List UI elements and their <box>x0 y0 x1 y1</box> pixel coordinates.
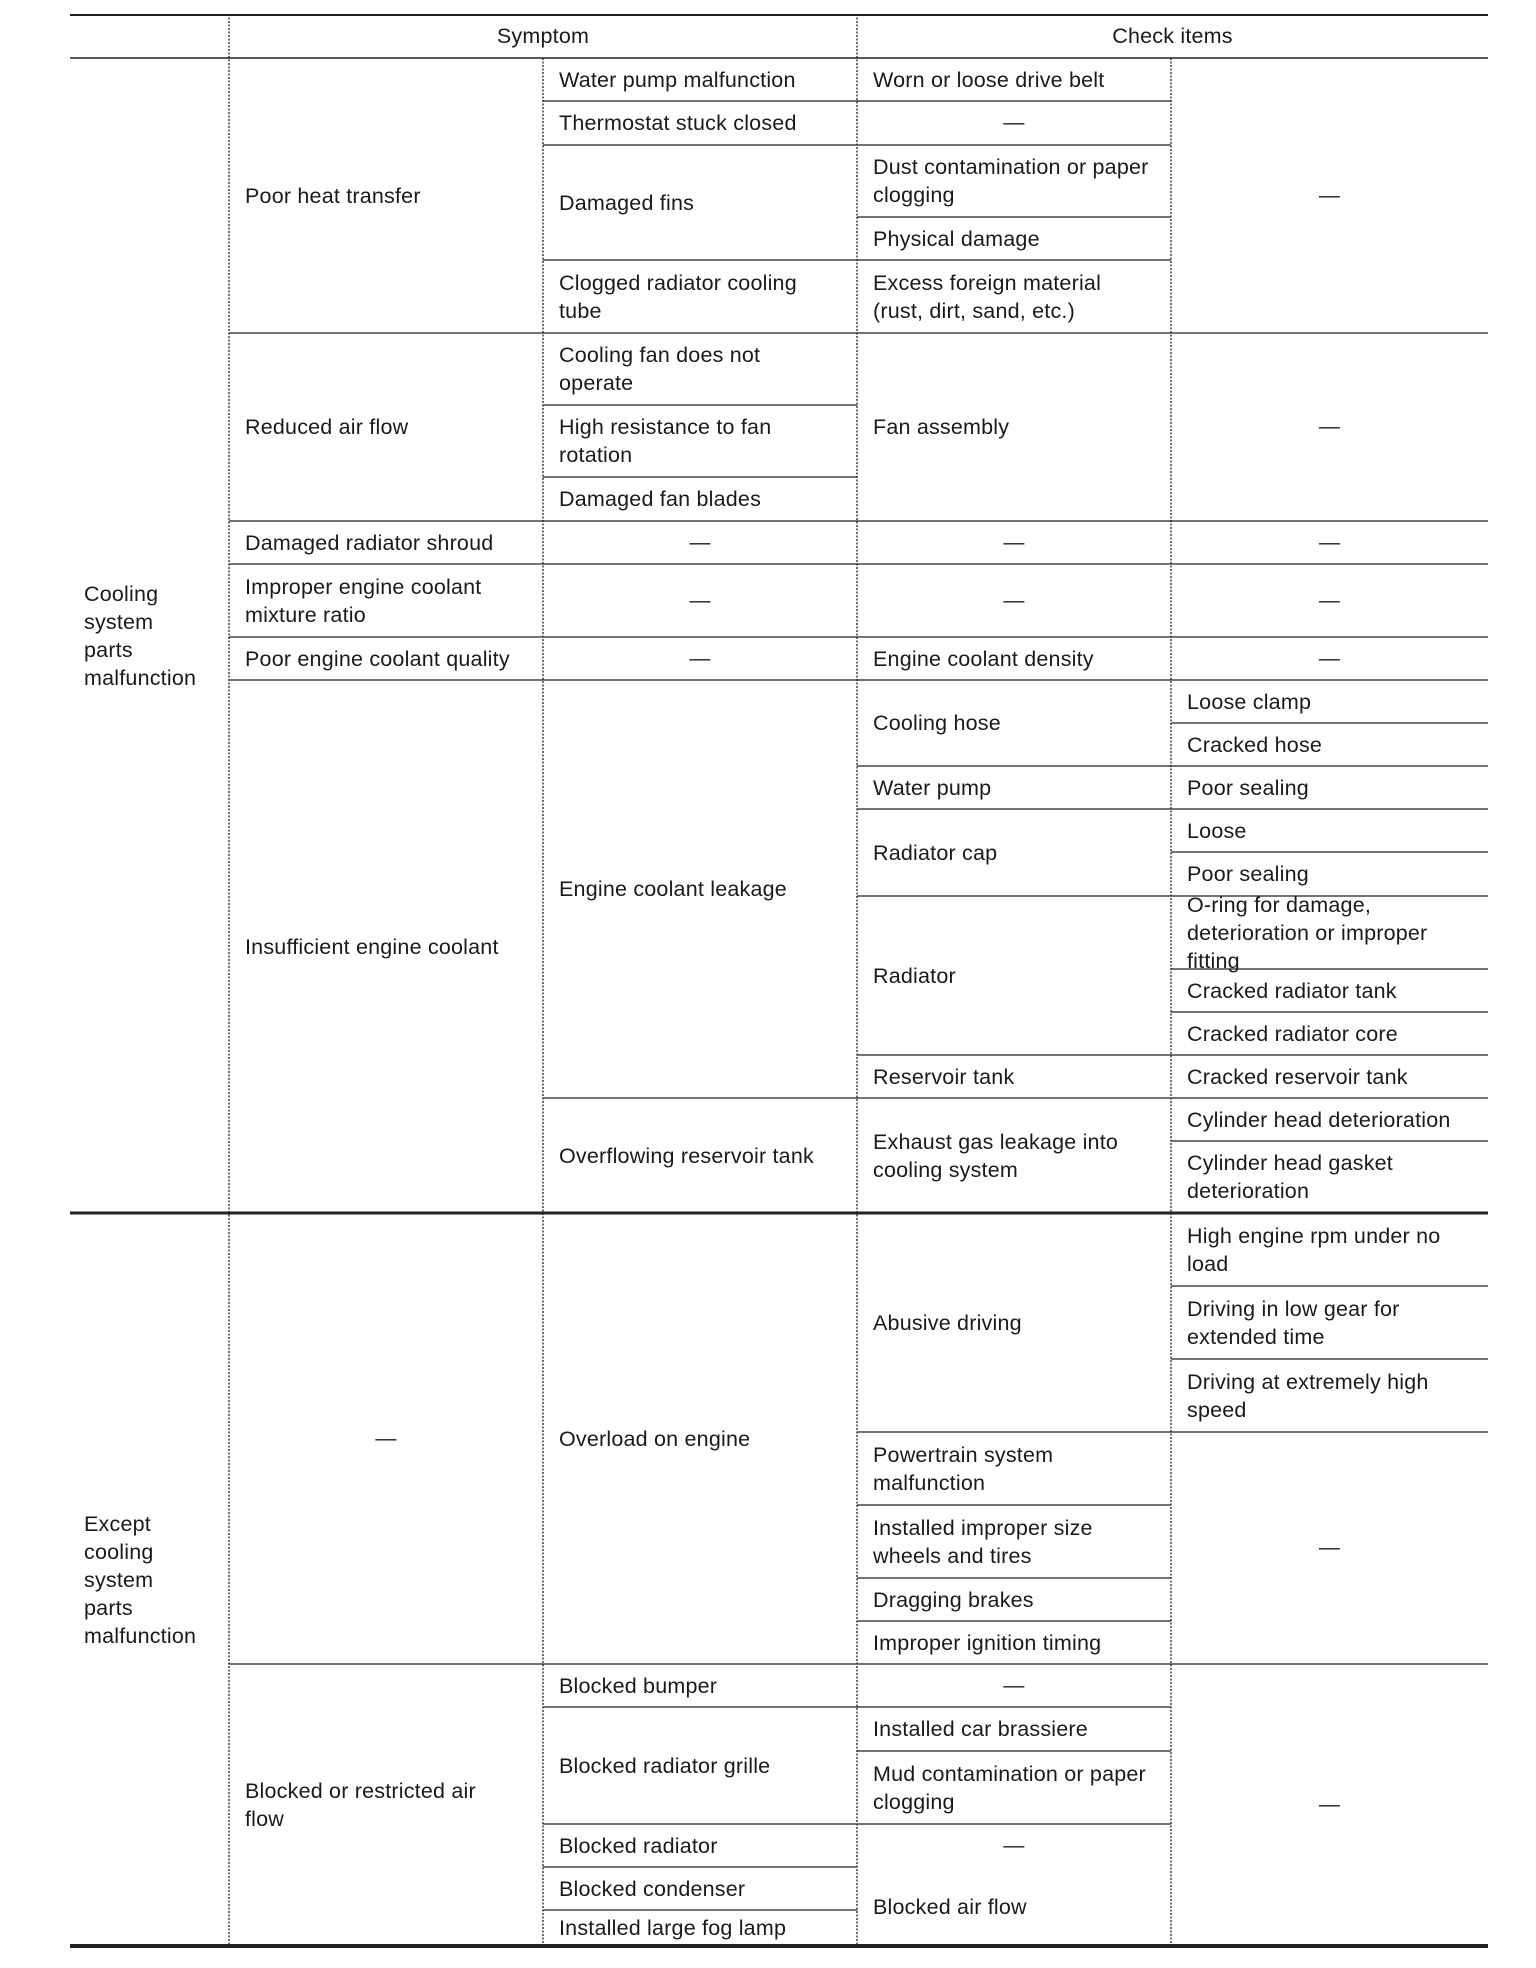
cell-text: Improper engine coolant mixture ratio <box>245 574 482 627</box>
cause-poor-heat-transfer <box>229 58 543 333</box>
check-gasket-deterioration <box>1171 1141 1488 1213</box>
cell-text: Poor sealing <box>1187 862 1309 886</box>
cell-text: — <box>1318 1793 1341 1816</box>
cause-poor-coolant-quality <box>229 637 543 680</box>
check-ignition-timing <box>857 1621 1171 1664</box>
check-dust-contamination <box>857 145 1171 217</box>
cell-text: Loose clamp <box>1187 689 1312 714</box>
dash <box>857 1664 1171 1707</box>
header-check-items-label: Check items <box>1112 24 1233 48</box>
cell-text: Radiator cap <box>873 840 998 865</box>
check-dragging-brakes <box>857 1578 1171 1621</box>
cause-insufficient-coolant <box>229 680 543 1213</box>
check-radiator <box>857 896 1171 1055</box>
cell-text: Damaged radiator shroud <box>245 530 494 555</box>
cell-text: Driving in low gear for extended time <box>1187 1296 1400 1349</box>
cause-blocked-flow <box>229 1664 543 1946</box>
dash <box>857 521 1171 564</box>
cell-text: Improper ignition timing <box>873 1630 1102 1655</box>
dash <box>1171 1432 1488 1664</box>
cell-text: Cooling fan does not operate <box>559 343 761 395</box>
cell-text: — <box>1318 646 1341 670</box>
cell-text: Overflowing reservoir tank <box>559 1143 814 1168</box>
cell-text: Radiator <box>873 963 956 988</box>
cell-text: Installed car brassiere <box>873 1717 1088 1741</box>
cause-thermostat-stuck <box>543 101 857 145</box>
cell-text: Abusive driving <box>873 1310 1022 1335</box>
cell-text: Insufficient engine coolant <box>245 934 499 959</box>
cell-text: Loose <box>1187 818 1247 843</box>
dash <box>857 1824 1171 1867</box>
cell-text: — <box>1003 530 1025 554</box>
check-car-brassiere <box>857 1707 1171 1751</box>
check-worn-belt <box>857 58 1171 101</box>
dash <box>857 564 1171 637</box>
cell-text: Exhaust gas leakage into cooling system <box>873 1129 1119 1182</box>
cell-text: — <box>1003 1833 1025 1857</box>
check-cooling-hose <box>857 680 1171 766</box>
cause-improper-mixture <box>229 564 543 637</box>
check-reservoir-tank <box>857 1055 1171 1098</box>
cause-blocked-condenser <box>543 1867 857 1910</box>
header-symptom <box>229 14 857 58</box>
check-powertrain <box>857 1432 1171 1505</box>
cell-text: Engine coolant leakage <box>559 877 787 901</box>
cell-text: Blocked radiator grille <box>559 1753 771 1778</box>
cell-text: Poor engine coolant quality <box>245 646 510 671</box>
cause-damaged-shroud <box>229 521 543 564</box>
cell-text: Physical damage <box>873 226 1040 251</box>
cell-text: Engine coolant density <box>873 646 1094 671</box>
cell-text: Dust contamination or paper clogging <box>873 155 1149 207</box>
check-excess-foreign <box>857 260 1171 333</box>
dash <box>1171 521 1488 564</box>
check-head-deterioration <box>1171 1098 1488 1141</box>
check-cracked-tank <box>1171 969 1488 1012</box>
cell-text: High engine rpm under no load <box>1187 1223 1441 1276</box>
cell-text: Overload on engine <box>559 1426 751 1451</box>
dash <box>857 101 1171 145</box>
cell-text: Water pump <box>873 775 992 800</box>
check-loose <box>1171 809 1488 852</box>
check-blocked-air-flow <box>857 1867 1171 1946</box>
cell-text: Poor sealing <box>1187 775 1309 800</box>
cause-reduced-air-flow <box>229 333 543 521</box>
check-mud-contamination <box>857 1751 1171 1824</box>
overheating-cause-table <box>70 14 1488 1949</box>
header-symptom-label: Symptom <box>496 24 590 48</box>
cell-text: Cylinder head gasket deterioration <box>1187 1151 1393 1203</box>
header-check-items <box>857 14 1488 58</box>
section-cooling <box>70 58 229 1213</box>
cell-text: — <box>689 588 711 612</box>
cause-water-pump-malfunction <box>543 58 857 101</box>
cell-text: Cracked radiator tank <box>1187 978 1397 1003</box>
cell-text: Cooling hose <box>873 711 1001 735</box>
check-high-speed <box>1171 1359 1488 1432</box>
cell-text: Cracked hose <box>1187 732 1323 757</box>
cell-text: Mud contamination or paper clogging <box>873 1761 1146 1814</box>
cause-overload <box>543 1213 857 1664</box>
cell-text: Thermostat stuck closed <box>559 111 797 135</box>
cell-text: Cracked radiator core <box>1187 1021 1398 1046</box>
check-water-pump <box>857 766 1171 809</box>
cause-blocked-grille <box>543 1707 857 1824</box>
dash <box>1171 564 1488 637</box>
cell-text: Poor heat transfer <box>245 183 421 208</box>
cell-text: Fan assembly <box>873 415 1010 439</box>
check-coolant-density <box>857 637 1171 680</box>
cause-overflowing-reservoir <box>543 1098 857 1213</box>
dash <box>543 637 857 680</box>
check-poor-sealing-cap <box>1171 852 1488 896</box>
cell-text: Cylinder head deterioration <box>1187 1107 1451 1132</box>
cell-text: Damaged fins <box>559 190 695 215</box>
cell-text: — <box>375 1426 397 1450</box>
cell-text: — <box>1003 111 1025 134</box>
cell-text: — <box>1318 415 1341 438</box>
cell-text: Blocked air flow <box>873 1894 1027 1919</box>
cause-damaged-fan-blades <box>543 477 857 521</box>
check-loose-clamp <box>1171 680 1488 723</box>
cell-text: Installed improper size wheels and tires <box>873 1515 1093 1568</box>
cause-clogged-tube <box>543 260 857 333</box>
cell-text: Blocked radiator <box>559 1833 718 1858</box>
cell-text: Dragging brakes <box>873 1587 1034 1612</box>
cell-text: Reservoir tank <box>873 1064 1015 1089</box>
cell-text: — <box>689 530 711 554</box>
cell-text: Excess foreign material (rust, dirt, sand, etc.) <box>873 270 1102 323</box>
check-high-rpm <box>1171 1213 1488 1286</box>
cell-text: — <box>1003 588 1025 612</box>
cell-text: Powertrain system malfunction <box>873 1442 1054 1495</box>
dash <box>543 564 857 637</box>
cause-coolant-leakage <box>543 680 857 1098</box>
check-abusive-driving <box>857 1213 1171 1432</box>
dash <box>543 521 857 564</box>
cell-text: Cracked reservoir tank <box>1187 1064 1408 1089</box>
cell-text: O-ring for damage, deterioration or improper fitting <box>1187 892 1428 973</box>
cell-text: — <box>1318 1536 1341 1559</box>
cell-text: Blocked condenser <box>559 1876 746 1901</box>
cause-fan-resistance <box>543 405 857 477</box>
dash <box>1171 333 1488 521</box>
section-except <box>70 1213 229 1946</box>
cell-text: Blocked or restricted air flow <box>245 1779 476 1831</box>
cause-fog-lamp <box>543 1910 857 1946</box>
cell-text: Clogged radiator cooling tube <box>559 270 797 323</box>
cell-text: — <box>1318 530 1341 554</box>
dash <box>229 1213 543 1664</box>
cell-text: — <box>1003 1673 1025 1697</box>
dash <box>1171 1664 1488 1946</box>
check-low-gear <box>1171 1286 1488 1359</box>
cell-text: High resistance to fan rotation <box>559 415 772 467</box>
cell-text: — <box>1318 183 1341 207</box>
cell-text: Driving at extremely high speed <box>1187 1369 1429 1422</box>
check-exhaust-leakage <box>857 1098 1171 1213</box>
cell-text: Worn or loose drive belt <box>873 67 1105 92</box>
cause-blocked-radiator <box>543 1824 857 1867</box>
dash <box>1171 637 1488 680</box>
section-cooling-label: Cooling system parts malfunction <box>84 581 197 690</box>
check-fan-assembly <box>857 333 1171 521</box>
check-improper-wheels <box>857 1505 1171 1578</box>
check-cracked-hose <box>1171 723 1488 766</box>
cell-text: Installed large fog lamp <box>559 1916 787 1940</box>
cell-text: Damaged fan blades <box>559 487 762 511</box>
cell-text: Water pump malfunction <box>559 67 796 92</box>
check-cracked-core <box>1171 1012 1488 1055</box>
check-cracked-reservoir <box>1171 1055 1488 1098</box>
cell-text: Reduced air flow <box>245 415 409 439</box>
cause-damaged-fins <box>543 145 857 260</box>
check-poor-sealing-pump <box>1171 766 1488 809</box>
cell-text: Blocked bumper <box>559 1673 718 1698</box>
check-physical-damage <box>857 217 1171 260</box>
cause-blocked-bumper <box>543 1664 857 1707</box>
cell-text: — <box>1318 588 1341 612</box>
cause-fan-not-operate <box>543 333 857 405</box>
check-oring <box>1171 892 1488 973</box>
cell-text: — <box>689 646 711 670</box>
section-except-label: Except cooling system parts malfunction <box>84 1511 197 1648</box>
check-radiator-cap <box>857 809 1171 896</box>
dash <box>1171 58 1488 333</box>
